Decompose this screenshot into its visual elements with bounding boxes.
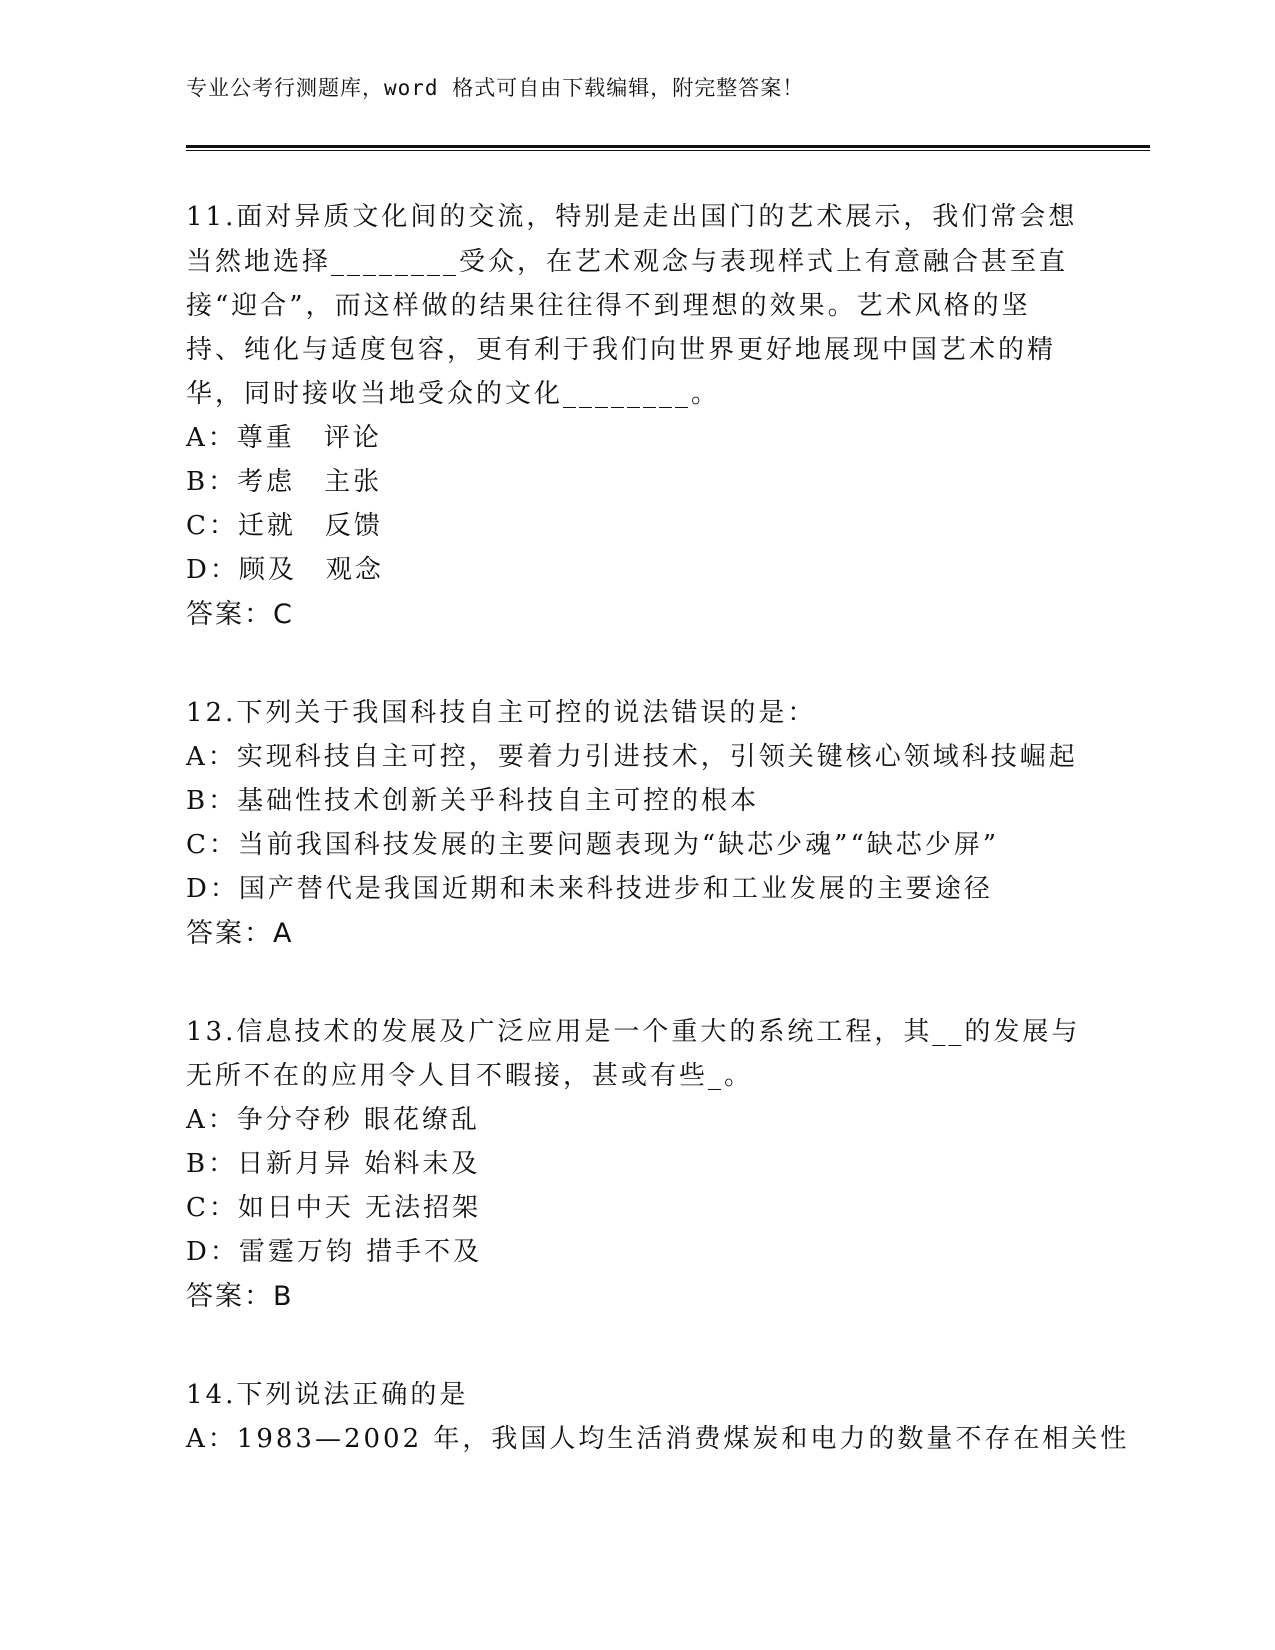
answer-value: A — [273, 918, 294, 949]
question-12-option-b: B：基础性技术创新关乎科技自主可控的根本 — [186, 786, 760, 816]
question-13-line-2: 无所不在的应用令人目不暇接，甚或有些_。 — [186, 1061, 754, 1091]
question-13-option-c: C：如日中天 无法招架 — [186, 1193, 482, 1223]
question-14-line-1: 14.下列说法正确的是 — [186, 1380, 469, 1410]
question-11-answer — [186, 600, 294, 630]
question-11-line-1: 11.面对异质文化间的交流，特别是走出国门的艺术展示，我们常会想 — [186, 202, 1078, 232]
question-11-line-2: 当然地选择________受众，在艺术观念与表现样式上有意融合甚至直 — [186, 247, 1069, 277]
answer-label: 答案： — [186, 1281, 273, 1312]
question-13-line-1: 13.信息技术的发展及广泛应用是一个重大的系统工程，其__的发展与 — [186, 1017, 1081, 1047]
question-11-line-5: 华，同时接收当地受众的文化________。 — [186, 379, 721, 409]
question-11-option-c: C：迁就 反馈 — [186, 511, 383, 541]
question-12-line-1: 12.下列关于我国科技自主可控的说法错误的是： — [186, 698, 817, 728]
question-11-line-3: 接“迎合”，而这样做的结果往往得不到理想的效果。艺术风格的坚 — [186, 291, 1031, 321]
question-13-option-a: A：争分夺秒 眼花缭乱 — [186, 1105, 481, 1135]
question-11-option-d: D：顾及 观念 — [186, 555, 384, 585]
question-13-option-d: D：雷霆万钧 措手不及 — [186, 1237, 483, 1267]
header-rule-thick — [186, 145, 1150, 148]
answer-label: 答案： — [186, 599, 273, 630]
header-note: 专业公考行测题库，word 格式可自由下载编辑，附完整答案！ — [186, 76, 805, 100]
question-12-answer — [186, 919, 293, 949]
answer-value: B — [273, 1281, 294, 1312]
question-11-option-b: B：考虑 主张 — [186, 467, 383, 497]
question-14-option-a: A：1983—2002 年，我国人均生活消费煤炭和电力的数量不存在相关性 — [186, 1424, 1130, 1454]
answer-label: 答案： — [186, 918, 273, 949]
answer-value: C — [273, 599, 294, 630]
question-11-option-a: A：尊重 评论 — [186, 423, 382, 453]
question-13-option-b: B：日新月异 始料未及 — [186, 1149, 481, 1179]
header-rule-thin — [186, 150, 1150, 151]
question-12-option-c: C：当前我国科技发展的主要问题表现为“缺芯少魂”“缺芯少屏” — [186, 830, 1000, 860]
question-12-option-d: D：国产替代是我国近期和未来科技进步和工业发展的主要途径 — [186, 874, 993, 904]
question-12-option-a: A：实现科技自主可控，要着力引进技术，引领关键核心领域科技崛起 — [186, 742, 1078, 772]
question-11-line-4: 持、纯化与适度包容，更有利于我们向世界更好地展现中国艺术的精 — [186, 335, 1057, 365]
question-13-answer — [186, 1282, 294, 1312]
